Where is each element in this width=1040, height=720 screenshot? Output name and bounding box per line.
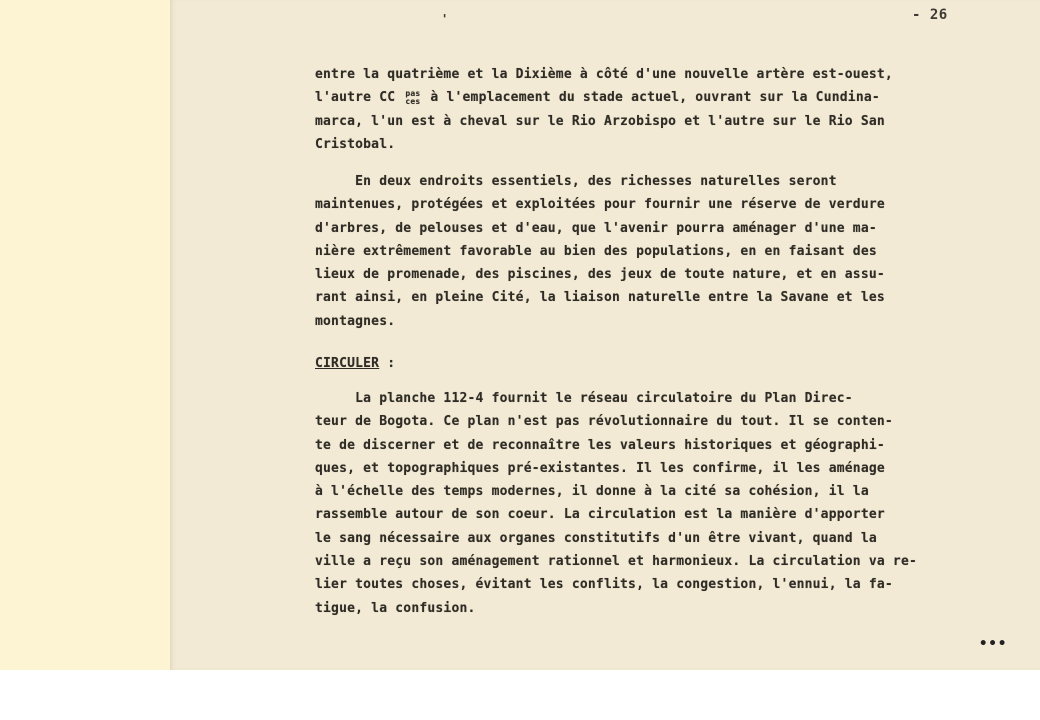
page-number: - 26 xyxy=(912,7,948,23)
text-line: montagnes. xyxy=(315,313,396,329)
interlinear-correction xyxy=(405,90,420,106)
text-fragment: à l'emplacement du stade actuel, ouvrant sur la Cundina- xyxy=(430,90,880,106)
text-line: rassemble autour de son coeur. La circulation est la manière d'apporter xyxy=(315,507,885,523)
text-line: à l'échelle des temps modernes, il donne à la cité sa cohésion, il la xyxy=(315,484,869,500)
text-line xyxy=(315,86,893,109)
text-line: ques, et topographiques pré-existantes. Il les confirme, il les aménage xyxy=(315,460,885,476)
text-line: d'arbres, de pelouses et d'eau, que l'avenir pourra aménager d'une ma- xyxy=(315,220,877,236)
correction-bottom: ces xyxy=(405,96,421,106)
text-line: teur de Bogota. Ce plan n'est pas révolutionnaire du tout. Il se conten- xyxy=(315,414,893,430)
text-line: maintenues, protégées et exploitées pour fournir une réserve de verdure xyxy=(315,197,885,213)
page-top-mark: ' xyxy=(441,12,449,26)
text-line: rant ainsi, en pleine Cité, la liaison naturelle entre la Savane et les xyxy=(315,290,885,306)
text-line: ville a reçu son aménagement rationnel et harmonieux. La circulation va re- xyxy=(315,554,917,570)
text-fragment: l'autre CC xyxy=(315,90,396,106)
text-line: nière extrêmement favorable au bien des populations, en en faisant des xyxy=(315,243,877,259)
section-heading xyxy=(315,356,395,371)
text-line: lieux de promenade, des piscines, des jeux de toute nature, et en assu- xyxy=(315,267,885,283)
section-heading-label: CIRCULER xyxy=(315,356,380,371)
more-options-icon[interactable]: ••• xyxy=(979,636,1008,652)
text-line: marca, l'un est à cheval sur le Rio Arzobispo et l'autre sur le Rio San xyxy=(315,113,885,129)
text-line: La planche 112-4 fournit le réseau circulatoire du Plan Direc- xyxy=(315,391,853,406)
paragraph-2 xyxy=(315,170,885,333)
correction-top: pas xyxy=(405,88,421,98)
text-line: entre la quatrième et la Dixième à côté d'une nouvelle artère est-ouest, xyxy=(315,67,893,82)
text-line: te de discerner et de reconnaître les valeurs historiques et géographi- xyxy=(315,437,885,453)
section-heading-suffix: : xyxy=(379,356,396,371)
text-line: tigue, la confusion. xyxy=(315,600,476,616)
viewer-left-margin xyxy=(0,0,170,670)
text-line: le sang nécessaire aux organes constitutifs d'un être vivant, quand la xyxy=(315,530,877,546)
paragraph-3 xyxy=(315,387,917,620)
paragraph-1 xyxy=(315,63,893,156)
text-line: lier toutes choses, évitant les conflits, la congestion, l'ennui, la fa- xyxy=(315,577,893,593)
text-line: Cristobal. xyxy=(315,136,396,152)
text-line: En deux endroits essentiels, des richesses naturelles seront xyxy=(315,174,837,189)
